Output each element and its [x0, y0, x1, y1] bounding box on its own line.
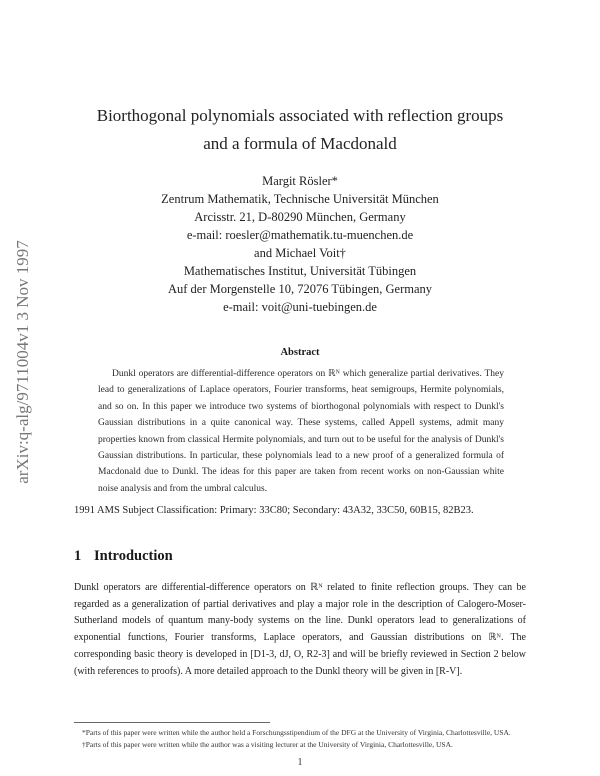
- author-email: e-mail: roesler@mathematik.tu-muenchen.de: [186, 228, 414, 242]
- abstract-heading: Abstract: [280, 347, 320, 358]
- footnote-rule: [74, 722, 270, 723]
- coauthor-name: and Michael Voit†: [254, 246, 346, 260]
- abstract-text: Dunkl operators are differential-difference operators on ℝᴺ which generalize partial derivatives. They lead to generalizations of Laplace operators, Fourier transforms, heat semigroups, Hermite polynomials, and so on. In this paper we introduce two systems of biorthogonal polynomials with respect to Dunkl's Gaussian distributions in a quite canonical way. These systems, called Appell systems, admit many properties known from classical Hermite polynomials, and turn out to be useful for the analysis of Dunkl's Gaussian distributions. In particular, these polynomials lead to a new proof of a generalized formula of Macdonald due to Dunkl. The ideas for this paper are taken from recent works on non-Gaussian white noise analysis and from the umbral calculus.: [98, 369, 504, 494]
- paper-title-line-1: Biorthogonal polynomials associated with reflection groups: [96, 106, 504, 125]
- author-address: Arcisstr. 21, D-80290 München, Germany: [194, 210, 406, 224]
- footnote-1: *Parts of this paper were written while the author held a Forschungsstipendium of the DFG at the University of Virginia, Charlottesville, USA.: [82, 728, 511, 737]
- section-title: Introduction: [94, 548, 173, 564]
- author-affiliation: Zentrum Mathematik, Technische Universität München: [161, 192, 439, 206]
- paper-title-line-2: and a formula of Macdonald: [203, 134, 397, 153]
- footnote-2: †Parts of this paper were written while the author was a visiting lecturer at the University of Virginia, Charlottesville, USA.: [82, 740, 453, 749]
- arxiv-identifier: arXiv:q-alg/9711004v1 3 Nov 1997: [13, 240, 32, 484]
- ams-classification: 1991 AMS Subject Classification: Primary: 33C80; Secondary: 43A32, 33C50, 60B15, 82B23.: [74, 505, 474, 516]
- footnotes: [74, 727, 526, 751]
- coauthor-affiliation: Mathematisches Institut, Universität Tübingen: [183, 264, 417, 278]
- abstract-body: [98, 366, 504, 497]
- coauthor-email: e-mail: voit@uni-tuebingen.de: [223, 300, 377, 314]
- section-number: 1: [74, 548, 82, 564]
- introduction-body: [74, 580, 526, 680]
- page-number: 1: [297, 757, 303, 768]
- author-name: Margit Rösler*: [262, 174, 338, 188]
- section-heading: [74, 548, 173, 565]
- coauthor-address: Auf der Morgenstelle 10, 72076 Tübingen, Germany: [167, 282, 433, 296]
- intro-paragraph: Dunkl operators are differential-difference operators on ℝᴺ related to finite reflection groups. They can be regarded as a generalization of partial derivatives and play a major role in the description of Calogero-Moser-Sutherland models of quantum many-body systems on the line. Dunkl operators lead to generalizations of exponential functions, Fourier transforms, Laplace operators, and Gaussian distributions on ℝᴺ. The corresponding basic theory is developed in [D1-3, dJ, O, R2-3] and will be briefly reviewed in Section 2 below (with references to proofs). A more detailed approach to the Dunkl theory will be given in [R-V].: [74, 582, 526, 677]
